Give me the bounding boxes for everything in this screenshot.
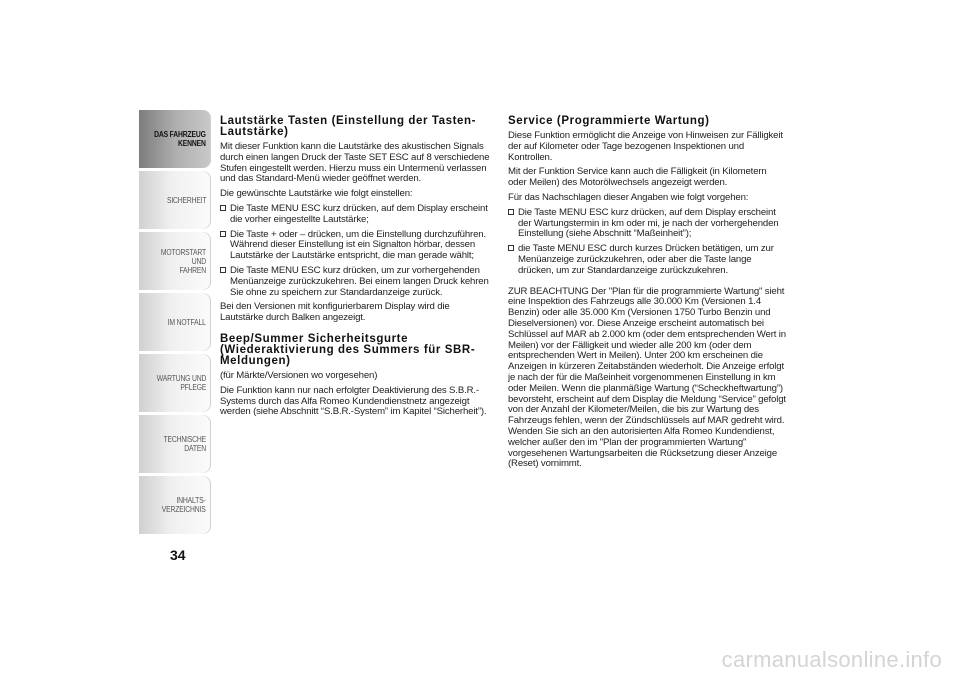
tab-inhaltsverzeichnis[interactable] bbox=[139, 476, 211, 534]
page-number: 34 bbox=[170, 547, 186, 563]
paragraph: Diese Funktion ermöglicht die Anzeige von Hinweisen zur Fälligkeit der auf Kilometer oder Tage bezogenen Inspektionen und Kontrollen. bbox=[508, 130, 783, 163]
paragraph: Bei den Versionen mit konfigurierbarem Display wird die Lautstärke durch Balken angezeigt. bbox=[220, 301, 450, 324]
tab-label: PFLEGE bbox=[180, 383, 206, 392]
list-item-text: Die Taste MENU ESC kurz drücken, um zur vorhergehenden Menüanzeige zurückzukehren. Bei einem langen Druck kehren Sie ohne zu speichern zur Standardanzeige zurück. bbox=[230, 264, 489, 298]
list-item bbox=[220, 266, 490, 298]
tab-label: DAS FAHRZEUG bbox=[154, 130, 206, 139]
list-item bbox=[220, 204, 490, 226]
paragraph: Die Funktion kann nur nach erfolgter Deaktivierung des S.B.R.-Systems durch das Alfa Romeo Kundendienstnetz angezeigt werden (siehe Abschnitt “S.B.R.-System” im Kapitel “Sicherheit”). bbox=[220, 384, 487, 418]
section-heading: Beep/Summer Sicherheitsgurte (Wiederaktivierung des Summers für SBR-Meldungen) bbox=[220, 332, 476, 367]
paragraph: Für das Nachschlagen dieser Angaben wie folgt vorgehen: bbox=[508, 191, 749, 203]
list-item bbox=[508, 208, 786, 240]
tab-das-fahrzeug-kennen[interactable] bbox=[139, 110, 211, 168]
tab-label: FAHREN bbox=[179, 265, 206, 275]
right-column bbox=[508, 116, 786, 474]
list-item bbox=[508, 244, 786, 276]
paragraph: Die gewünschte Lautstärke wie folgt einstellen: bbox=[220, 188, 413, 200]
tab-label: SICHERHEIT bbox=[166, 195, 206, 205]
list-item bbox=[220, 230, 490, 262]
tab-motorstart-und-fahren[interactable] bbox=[139, 232, 211, 290]
checkbox-bullet-icon bbox=[508, 209, 514, 215]
checkbox-bullet-icon bbox=[220, 205, 226, 211]
checkbox-bullet-icon bbox=[508, 245, 514, 251]
paragraph: Mit der Funktion Service kann auch die Fälligkeit (in Kilometern oder Meilen) des Motorölwechsels angezeigt werden. bbox=[508, 166, 767, 189]
tab-technische-daten[interactable] bbox=[139, 415, 211, 473]
tab-label: WARTUNG UND bbox=[156, 374, 206, 383]
left-column bbox=[220, 116, 490, 422]
tab-label: INHALTS- bbox=[176, 496, 206, 505]
note-paragraph: ZUR BEACHTUNG Der "Plan für die programmierte Wartung" sieht eine Inspektion des Fahrzeugs alle 30.000 Km (Versionen 1.4 Benzin) oder alle 35.000 Km (Versionen 1750 Turbo Benzin und Dieselversionen) vor. Diese Anzeige erscheint automatisch bei Schlüssel auf MAR ab 2.000 km (oder dem entsprechenden Wert in Meilen) vor der Fälligkeit und wieder alle 200 km (oder dem entsprechenden Wert in Meilen). Unter 200 km erscheinen die Anzeigen in kürzeren Zeitabständen wiederholt. Die Anzeige erfolgt je nach der für die Maßeinheit vorgenommenen Einstellung in km oder Meilen. Wenn die planmäßige Wartung (“Scheckheftwartung”) bevorsteht, erscheint auf dem Display die Meldung “Service” gefolgt von der Anzahl der Kilometer/Meilen, die bis zur Wartung des Fahrzeugs fehlen, wenn der Zündschlüssels auf MAR gedreht wird. Wenden Sie sich an den autorisierten Alfa Romeo Kundendienst, welcher außer den im "Plan der programmierten Wartung" vorgesehenen Wartungsarbeiten die Rücksetzung dieser Anzeige (Reset) vornimmt. bbox=[508, 285, 786, 470]
section-heading: Service (Programmierte Wartung) bbox=[508, 115, 710, 127]
tab-sicherheit[interactable] bbox=[139, 171, 211, 229]
tab-label: VERZEICHNIS bbox=[162, 505, 206, 514]
tab-im-notfall[interactable] bbox=[139, 293, 211, 351]
list-item-text: Die Taste MENU ESC kurz drücken, auf dem Display erscheint der Wartungstermin in km oder mi, je nach der vorhergehenden Einstellung (siehe Abschnitt “Maßeinheit”); bbox=[518, 206, 779, 240]
checkbox-bullet-icon bbox=[220, 231, 226, 237]
checkbox-bullet-icon bbox=[220, 267, 226, 273]
tab-label: KENNEN bbox=[178, 139, 206, 148]
list-item-text: Die Taste + oder – drücken, um die Einstellung durchzuführen. Während dieser Einstellung ist ein Signalton hörbar, dessen Lautstärke der Lautstärke entspricht, die man gerade wählt; bbox=[230, 228, 486, 262]
chapter-tabs bbox=[139, 110, 211, 537]
list-item-text: die Taste MENU ESC durch kurzes Drücken betätigen, um zur Menüanzeige zurückzukehren, oder aber die Taste lange drücken, um zur Standardanzeige zurückzukehren. bbox=[518, 243, 774, 276]
paragraph: Mit dieser Funktion kann die Lautstärke des akustischen Signals durch einen langen Druck der Taste SET ESC auf 8 verschiedene Stufen eingestellt werden. Hierzu muss ein Untermenü verlassen und das Standard-Menü wieder geöffnet werden. bbox=[220, 141, 490, 185]
list-item-text: Die Taste MENU ESC kurz drücken, auf dem Display erscheint die vorher eingestellte Lautstärke; bbox=[230, 202, 488, 225]
section-heading: Lautstärke Tasten (Einstellung der Tasten-Lautstärke) bbox=[220, 115, 477, 138]
tab-wartung-und-pflege[interactable] bbox=[139, 354, 211, 412]
tab-label: MOTORSTART UND bbox=[160, 247, 206, 266]
paragraph: (für Märkte/Versionen wo vorgesehen) bbox=[220, 369, 378, 381]
tab-label: IM NOTFALL bbox=[168, 317, 206, 327]
watermark: carmanualsonline.info bbox=[721, 647, 942, 672]
tab-label: TECHNISCHE DATEN bbox=[163, 435, 206, 453]
